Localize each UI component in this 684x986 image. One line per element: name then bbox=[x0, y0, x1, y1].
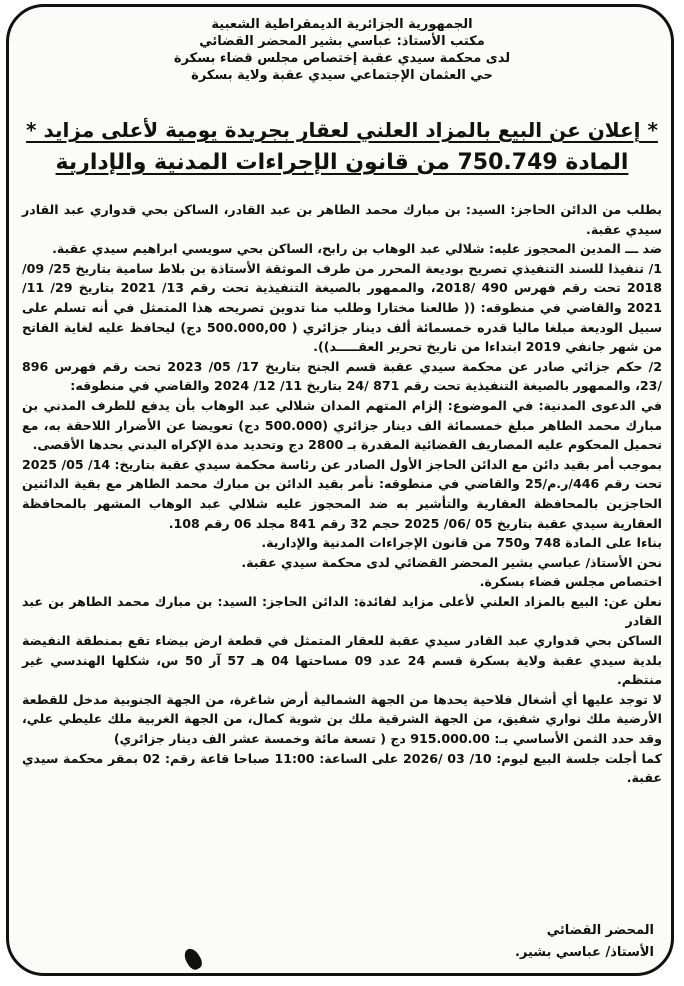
notice-title: * إعلان عن البيع بالمزاد العلني لعقار بجريدة يومية لأعلى مزايد * bbox=[26, 118, 658, 142]
paragraph: بموجب أمر بقيد دائن مع الدائن الحاجز الأول الصادر عن رئاسة محكمة سيدي عقبة بتاريخ: 14/ 05/ 2025 تحت رقم 446/ر.م/25 والقاضي في منطوقه: نأمر بقيد الدائن بن مبارك محمد الطاهر مع بقية الدائنين الحاجزين بالمحافظة العقارية والتأشير به ضد المحجوز عليه شلالي عبد الوهاب المشهر بالمحافظة العقارية سيدي عقبة بتاريخ 05 /06/ 2025 حجم 32 رقم 841 مجلد 06 رقم 108. bbox=[22, 456, 663, 531]
header-line: الجمهورية الجزائرية الديمقراطية الشعبية bbox=[211, 17, 473, 32]
paragraph: كما أجلت جلسة البيع ليوم: 10/ 03 /2026 على الساعة: 11:00 صباحا قاعة رقم: 02 بمقر محكمة سيدي عقبة. bbox=[22, 750, 663, 786]
header bbox=[0, 16, 684, 84]
paragraph: اختصاص مجلس قضاء بسكرة. bbox=[479, 574, 662, 590]
header-line: مكتب الأستاذ: عباسي بشير المحضر القضائي bbox=[199, 34, 485, 49]
paragraph: بطلب من الدائن الحاجز: السيد: بن مبارك محمد الطاهر بن عبد القادر، الساكن بحي قدواري عبد القادر سيدي عقبة. bbox=[22, 202, 662, 237]
paragraph: بناءا على المادة 748 و750 من قانون الإجراءات المدنية والإدارية. bbox=[261, 535, 662, 551]
paragraph: الساكن بحي قدواري عبد القادر سيدي عقبة للعقار المتمثل في قطعة ارض بيضاء تقع بمنطقة النفيضة بلدية سيدي عقبة ولاية بسكرة قسم 24 عدد 09 مساحتها 04 هـ 57 آر 50 س، شكلها الهندسي غير منتظم. bbox=[22, 633, 662, 688]
notice-subtitle: المادة 750.749 من قانون الإجراءات المدنية والإدارية bbox=[55, 150, 629, 175]
paragraph: نعلن عن: البيع بالمزاد العلني لأعلى مزايد لفائدة: الدائن الحاجز: السيد: بن مبارك محمد الطاهر بن عبد القادر bbox=[22, 593, 662, 629]
paragraph: ضد ـــ المدين المحجوز عليه: شلالي عبد الوهاب بن رابح، الساكن بحي سويسي ابراهيم سيدي عقبة. bbox=[52, 241, 662, 257]
header-line: حي العثمان الإجتماعي سيدي عقبة ولاية بسكرة bbox=[191, 68, 493, 83]
paragraph: 2/ حكم جزائي صادر عن محكمة سيدي عقبة قسم الجنح بتاريخ 17/ 05/ 2023 تحت رقم فهرس 896 /23، والممهور بالصيغة التنفيذية تحت رقم 871 /24 بتاريخ 11/ 12/ 2024 والقاضي في منطوقه: bbox=[22, 358, 663, 394]
paragraph: نحن الأستاذ/ عباسي بشير المحضر القضائي لدى محكمة سيدي عقبة. bbox=[241, 554, 662, 570]
signature bbox=[515, 920, 654, 964]
notice-body bbox=[22, 200, 662, 788]
signature-role: المحضر القضائي bbox=[546, 923, 654, 938]
paragraph: 1/ تنفيذا للسند التنفيذي تصريح بوديعة المحرر من طرف الموثقة الأستاذة بن بلاط سامية بتاريخ 25/ 09/ 2018 تحت رقم فهرس 490 /2018، والممهور بالصيغة التنفيذية تحت رقم 13/ 2021 بتاريخ 29/ 11/ 2021 والقاضي في منطوقه: (( طالعنا مختارا وطلب منا تدوين تصريحه هذا المتمثل في أنه تسلم على سبيل الوديعة مبلغا ماليا قدره خمسمائة ألف دينار جزائري ( 500.000,00 دج) ليحافظ عليه لغاية الفاتح من شهر جانفي 2019 ابتداءا من تاريخ تحرير العقـــــد)). bbox=[22, 260, 662, 355]
signature-name: الأستاذ/ عباسي بشير. bbox=[514, 945, 654, 960]
paragraph: لا توجد عليها أي أشغال فلاحية يحدها من الجهة الشمالية أرض شاغرة، من الجهة الجنوبية مدخل للقطعة الأرضية ملك نواري شفيق، من الجهة الشرقية ملك بن شوية كمال، من الجهة الغربية ملك عليطي علي، وقد حدد الثمن الأساسي بـ: 915.000.00 دج ( تسعة مائة وخمسة عشر الف دينار جزائري) bbox=[22, 691, 662, 747]
header-line: لدى محكمة سيدي عقبة إختصاص مجلس قضاء بسكرة bbox=[173, 51, 511, 66]
paragraph: في الدعوى المدنية: في الموضوع: إلزام المتهم المدان شلالي عبد الوهاب بأن يدفع للطرف المدني بن مبارك محمد الطاهر مبلغ خمسمائة الف دينار جزائري (500.000 دج) تعويضا عن الأضرار اللاحقة به، مع تحميل المحكوم عليه المصاريف القضائية المقدرة بـ 2800 دج وتحديد مدة الإكراه البدني بحدها الأقصى. bbox=[22, 397, 662, 453]
